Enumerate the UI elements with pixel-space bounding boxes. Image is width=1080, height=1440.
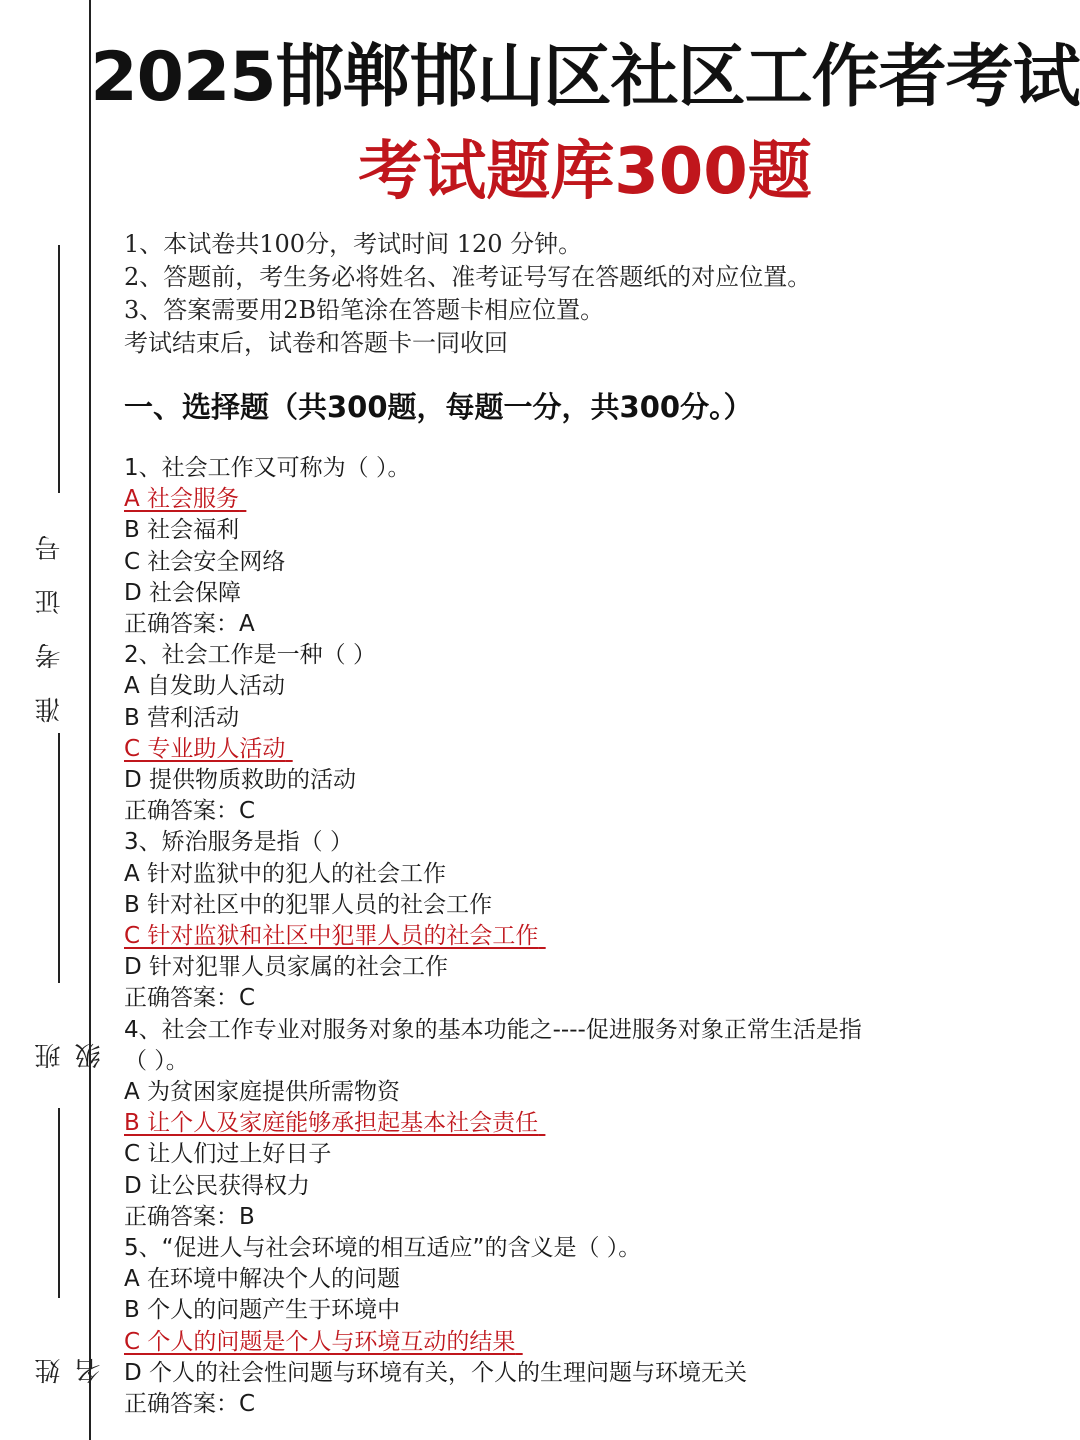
answer-option-text: B 营利活动	[124, 704, 240, 731]
page-subtitle: 考试题库300题	[358, 135, 812, 209]
answer-option	[124, 703, 1054, 734]
exam-number-fill-line	[58, 733, 60, 983]
class-fill-line	[58, 1108, 60, 1298]
correct-answer: 正确答案：A	[124, 611, 255, 638]
answer-option	[124, 515, 1054, 546]
correct-option	[124, 484, 1054, 515]
instruction-line: 考试结束后，试卷和答题卡一同收回	[124, 329, 508, 357]
correct-answer: 正确答案：C	[124, 798, 256, 825]
question-block	[124, 827, 1054, 1014]
answer-option	[124, 890, 1054, 921]
answer-option-text: C 让人们过上好日子	[124, 1141, 332, 1168]
question-list	[124, 453, 1054, 1420]
correct-option	[124, 1108, 1054, 1139]
correct-answer: 正确答案：B	[124, 1203, 255, 1230]
question-block	[124, 453, 1054, 640]
answer-option	[124, 578, 1054, 609]
question-block	[124, 1233, 1054, 1420]
question-stem: 2、社会工作是一种（ ）	[124, 642, 376, 669]
exam-number-label: 准考证号	[35, 507, 65, 723]
section-title: 一、选择题（共300题，每题一分，共300分。）	[124, 390, 753, 424]
answer-option-text: B 社会福利	[124, 517, 240, 544]
correct-answer: 正确答案：C	[124, 985, 256, 1012]
answer-option	[124, 671, 1054, 702]
question-stem: 5、“促进人与社会环境的相互适应”的含义是（ ）。	[124, 1235, 642, 1262]
correct-option-text: B 让个人及家庭能够承担起基本社会责任	[124, 1110, 539, 1137]
instruction-line: 3、答案需要用2B铅笔涂在答题卡相应位置。	[124, 296, 605, 324]
question-block	[124, 640, 1054, 827]
correct-option	[124, 734, 1054, 765]
correct-option-text: C 针对监狱和社区中犯罪人员的社会工作	[124, 923, 539, 950]
answer-option-text: D 让公民获得权力	[124, 1172, 311, 1199]
answer-option	[124, 952, 1054, 983]
answer-option-text: C 社会安全网络	[124, 548, 286, 575]
answer-option	[124, 1171, 1054, 1202]
correct-option-text: C 个人的问题是个人与环境互动的结果	[124, 1328, 516, 1355]
question-stem: 1、社会工作又可称为（ ）。	[124, 455, 411, 481]
answer-option-text: D 提供物质救助的活动	[124, 767, 357, 794]
name-label: 姓名	[35, 1330, 105, 1385]
answer-option	[124, 1358, 1054, 1389]
answer-option-text: A 为贫困家庭提供所需物资	[124, 1079, 401, 1106]
answer-option-text: D 个人的社会性问题与环境有关，个人的生理问题与环境无关	[124, 1359, 748, 1386]
answer-option-text: A 在环境中解决个人的问题	[124, 1266, 401, 1293]
correct-option	[124, 1327, 1054, 1358]
question-block	[124, 1015, 1054, 1233]
class-label: 班级	[35, 1015, 105, 1070]
exam-number-fill-line	[58, 245, 60, 493]
answer-option-text: D 针对犯罪人员家属的社会工作	[124, 954, 449, 981]
instruction-line: 2、答题前，考生务必将姓名、准考证号写在答题纸的对应位置。	[124, 263, 812, 291]
answer-option	[124, 1264, 1054, 1295]
answer-option	[124, 859, 1054, 890]
answer-option-text: B 个人的问题产生于环境中	[124, 1297, 401, 1324]
answer-option-text: B 针对社区中的犯罪人员的社会工作	[124, 891, 493, 918]
exam-instructions	[124, 228, 1054, 360]
question-stem: 4、社会工作专业对服务对象的基本功能之----促进服务对象正常生活是指	[124, 1016, 862, 1043]
correct-option-text: C 专业助人活动	[124, 735, 286, 762]
answer-option	[124, 1139, 1054, 1170]
question-stem: 3、矫治服务是指（ ）	[124, 829, 353, 856]
question-stem: （ ）。	[124, 1047, 189, 1074]
correct-answer: 正确答案：C	[124, 1391, 256, 1418]
instruction-line: 1、本试卷共100分，考试时间 120 分钟。	[124, 230, 583, 258]
answer-option	[124, 1077, 1054, 1108]
answer-option	[124, 547, 1054, 578]
binding-margin-line	[89, 0, 91, 1440]
correct-option	[124, 921, 1054, 952]
answer-option-text: A 自发助人活动	[124, 673, 286, 700]
answer-option	[124, 765, 1054, 796]
answer-option	[124, 1295, 1054, 1326]
answer-option-text: A 针对监狱中的犯人的社会工作	[124, 860, 447, 887]
page-title: 2025邯郸邯山区社区工作者考试	[90, 38, 1080, 117]
answer-option-text: D 社会保障	[124, 579, 242, 606]
correct-option-text: A 社会服务	[124, 486, 240, 513]
